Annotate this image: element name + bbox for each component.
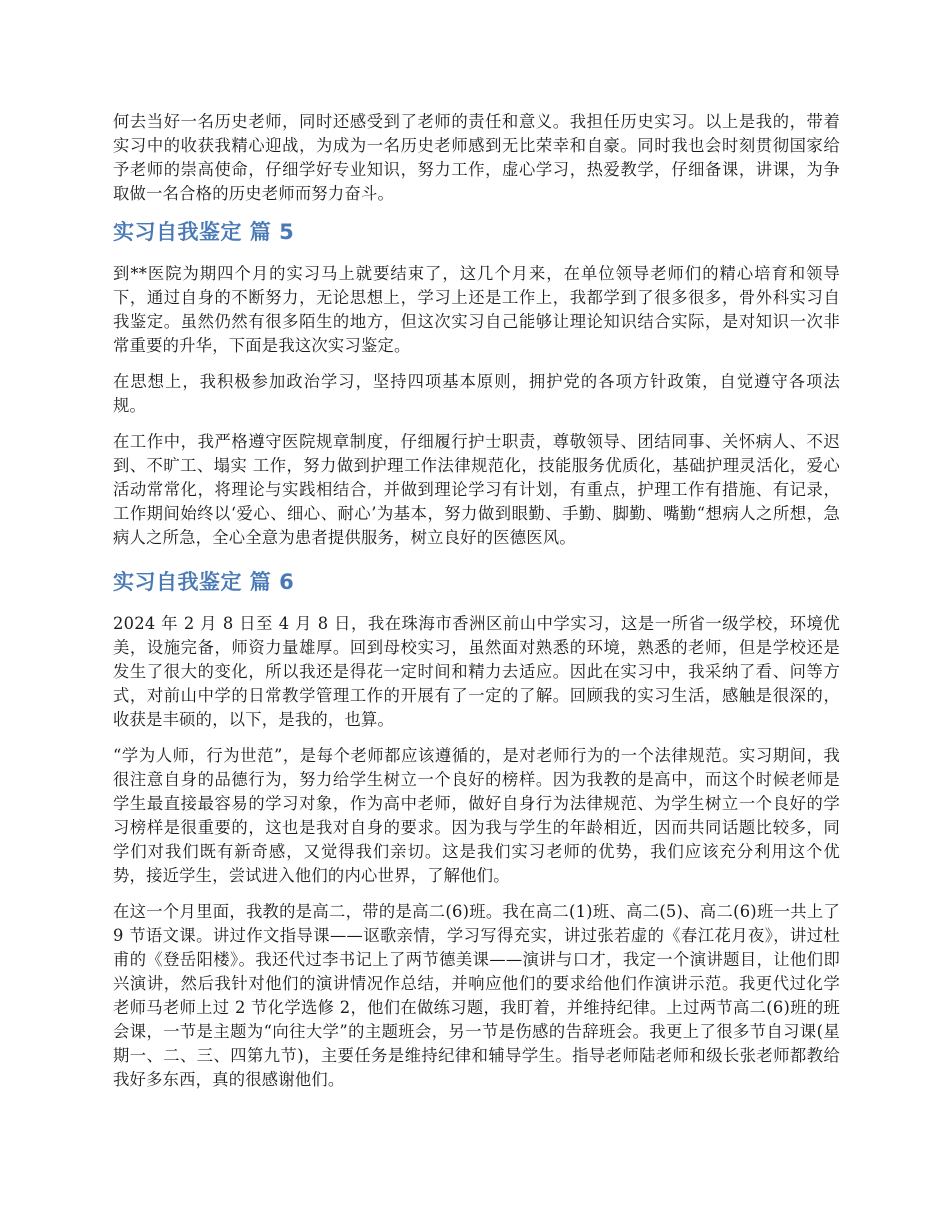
- section6-paragraph-2: “学为人师，行为世范”，是每个老师都应该遵循的，是对老师行为的一个法律规范。实习期间，我很注意自身的品德行为，努力给学生树立一个良好的榜样。因为我教的是高中，而这个时候老师是学生最直接最容易的学习对象，作为高中老师，做好自身行为法律规范、为学生树立一个良好的学习榜样是很重要的，这也是我对自身的要求。因为我与学生的年龄相近，因而共同话题比较多，同学们对我们既有新奇感，又觉得我们亲切。这是我们实习老师的优势，我们应该充分利用这个优势，接近学生，尝试进入他们的内心世界，了解他们。: [113, 746, 840, 885]
- section6-paragraph-3: 在这一个月里面，我教的是高二，带的是高二(6)班。我在高二(1)班、高二(5)、高二(6)班一共上了 9 节语文课。讲过作文指导课——讴歌亲情，学习写得充实，讲过张若虚的《春江花月夜》，讲过杜甫的《登岳阳楼》。我还代过李书记上了两节德美课——演讲与口才，我定一个演讲题目，让他们即兴演讲，然后我针对他们的演讲情况作总结，并响应他们的要求给他们作演讲示范。我更代过化学老师马老师上过 2 节化学选修 2，他们在做练习题，我盯着，并维持纪律。上过两节高二(6)班的班会课，一节是主题为“向往大学”的主题班会，另一节是伤感的告辞班会。我更上了很多节自习课(星期一、二、三、四第九节)，主要任务是维持纪律和辅导学生。指导老师陆老师和级长张老师都教给我好多东西，真的很感谢他们。: [113, 902, 840, 1089]
- section5-paragraph-1: 到**医院为期四个月的实习马上就要结束了，这几个月来，在单位领导老师们的精心培育和领导下，通过自身的不断努力，无论思想上，学习上还是工作上，我都学到了很多很多，骨外科实习自我鉴定。虽然仍然有很多陌生的地方，但这次实习自己能够让理论知识结合实际，是对知识一次非常重要的升华，下面是我这次实习鉴定。: [113, 264, 840, 355]
- section-heading-5: 实习自我鉴定 篇 5: [113, 220, 295, 244]
- section6-paragraph-1: 2024 年 2 月 8 日至 4 月 8 日，我在珠海市香洲区前山中学实习，这是一所省一级学校，环境优美，设施完备，师资力量雄厚。回到母校实习，虽然面对熟悉的环境，熟悉的老师，但是学校还是发生了很大的变化，所以我还是得花一定时间和精力去适应。因此在实习中，我采纳了看、问等方式，对前山中学的日常教学管理工作的开展有了一定的了解。回顾我的实习生活，感触是很深的，收获是丰硕的，以下，是我的，也算。: [113, 614, 840, 729]
- section5-paragraph-2: 在思想上，我积极参加政治学习，坚持四项基本原则，拥护党的各项方针政策，自觉遵守各项法规。: [113, 372, 840, 415]
- section-heading-6: 实习自我鉴定 篇 6: [113, 570, 295, 594]
- section5-paragraph-3: 在工作中，我严格遵守医院规章制度，仔细履行护士职责，尊敬领导、团结同事、关怀病人、不迟到、不旷工、塌实 工作，努力做到护理工作法律规范化，技能服务优质化，基础护理灵活化，爱心活动常常化，将理论与实践相结合，并做到理论学习有计划，有重点，护理工作有措施、有记录，工作期间始终以‘爱心、细心、耐心’为基本，努力做到眼勤、手勤、脚勤、嘴勤“想病人之所想，急病人之所急，全心全意为患者提供服务，树立良好的医德医风。: [113, 432, 840, 547]
- document-page: [113, 110, 840, 1104]
- intro-paragraph: 何去当好一名历史老师，同时还感受到了老师的责任和意义。我担任历史实习。以上是我的，带着实习中的收获我精心迎战，为成为一名历史老师感到无比荣幸和自豪。同时我也会时刻贯彻国家给予老师的崇高使命，仔细学好专业知识，努力工作，虚心学习，热爱教学，仔细备课，讲课，为争取做一名合格的历史老师而努力奋斗。: [113, 112, 840, 203]
